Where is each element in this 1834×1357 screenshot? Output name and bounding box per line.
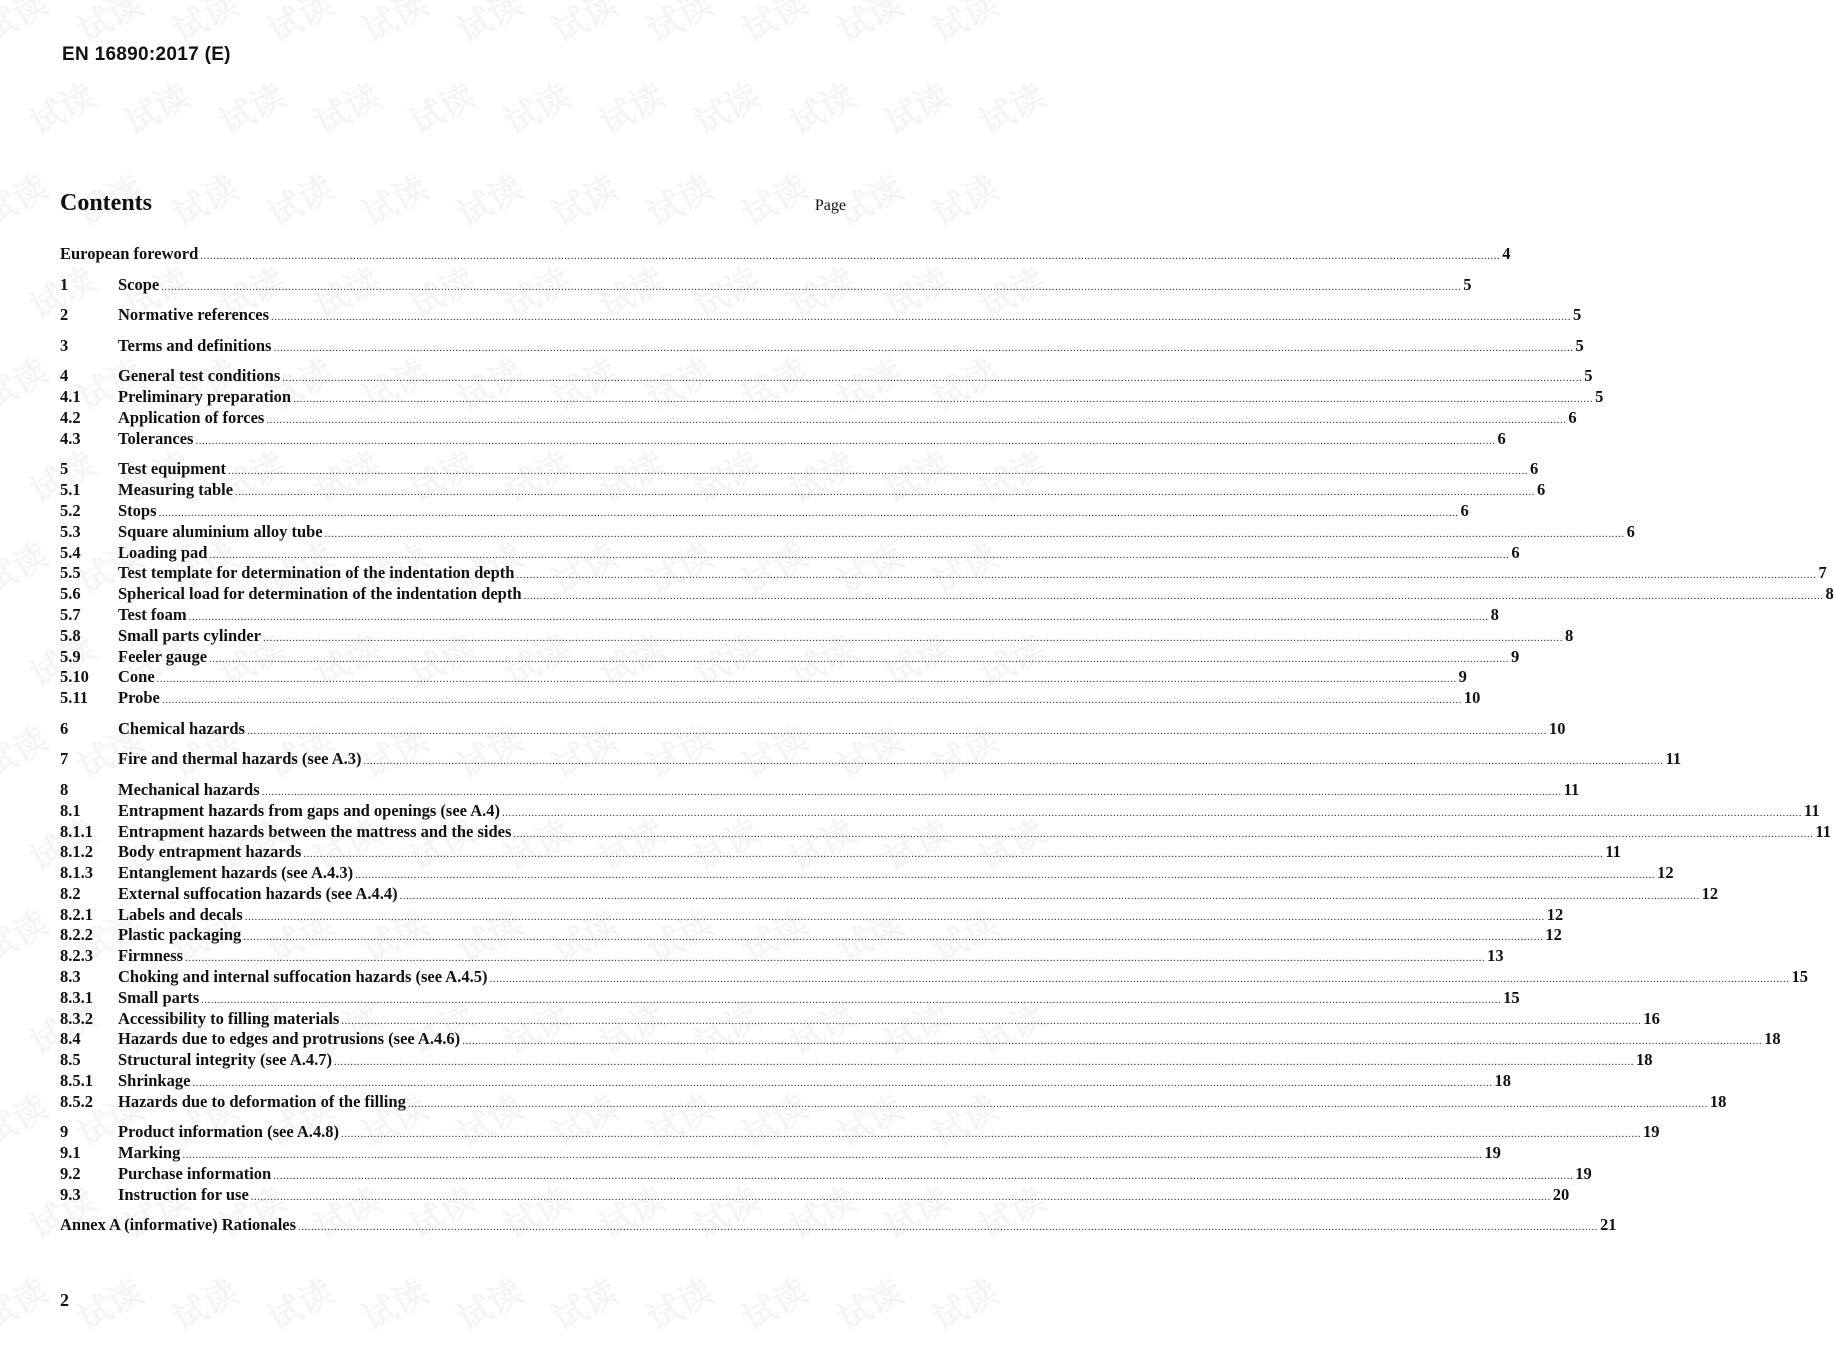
toc-entry[interactable] <box>60 480 1546 501</box>
toc-leader-dots: ................................................................................................................................................................................................................................................................................................................................................................................................................ <box>195 434 1496 447</box>
toc-entry-number: 5.9 <box>60 646 81 666</box>
toc-entry-number: 8.1.3 <box>60 863 93 883</box>
toc-leader-dots: ................................................................................................................................................................................................................................................................................................................................................................................................................ <box>513 827 1814 840</box>
toc-entry[interactable] <box>60 667 1467 688</box>
toc-entry-title: Preliminary preparation <box>118 387 292 407</box>
toc-entry[interactable] <box>60 718 1566 740</box>
toc-entry-page: 5 <box>1463 274 1472 294</box>
toc-entry-page: 7 <box>1818 563 1827 583</box>
toc-entry-page: 5 <box>1575 335 1584 355</box>
toc-leader-dots: ................................................................................................................................................................................................................................................................................................................................................................................................................ <box>273 1170 1574 1183</box>
watermark-text <box>257 1265 340 1340</box>
toc-entry-title: Normative references <box>118 305 270 325</box>
toc-entry-page: 10 <box>1548 718 1566 738</box>
table-of-contents <box>60 244 1834 1246</box>
toc-leader-dots: ................................................................................................................................................................................................................................................................................................................................................................................................................ <box>201 993 1502 1006</box>
toc-entry-title: Small parts cylinder <box>118 625 261 645</box>
toc-entry[interactable] <box>60 244 1511 265</box>
toc-leader-dots: ................................................................................................................................................................................................................................................................................................................................................................................................................ <box>363 755 1664 768</box>
watermark-text <box>67 1265 150 1340</box>
watermark-text <box>684 69 767 144</box>
watermark-text <box>732 0 815 52</box>
toc-entry[interactable] <box>60 1215 1617 1236</box>
toc-entry-page: 9 <box>1458 667 1467 687</box>
toc-entry-title: Hazards due to edges and protrusions (see A.4.6) <box>118 1029 461 1049</box>
toc-entry-page: 15 <box>1791 967 1808 987</box>
toc-entry-number: 5.3 <box>60 521 81 541</box>
toc-entry[interactable] <box>60 335 1584 357</box>
document-id: EN 16890:2017 (E) <box>62 44 231 65</box>
watermark-text <box>542 0 625 52</box>
toc-entry-page: 11 <box>1563 779 1580 799</box>
watermark-text <box>922 1265 1005 1340</box>
toc-entry-number: 9 <box>60 1122 69 1142</box>
watermark-text <box>732 1265 815 1340</box>
toc-entry-title: Square aluminium alloy tube <box>118 521 323 541</box>
toc-entry-title: Body entrapment hazards <box>118 842 302 862</box>
watermark-text <box>447 0 530 52</box>
toc-entry[interactable] <box>60 1184 1570 1206</box>
toc-leader-dots: ................................................................................................................................................................................................................................................................................................................................................................................................................ <box>282 372 1583 385</box>
toc-entry-page: 12 <box>1657 863 1674 883</box>
toc-entry-number: 8.2 <box>60 883 81 903</box>
toc-entry-page: 12 <box>1701 883 1719 903</box>
toc-entry[interactable] <box>60 1122 1660 1143</box>
toc-leader-dots: ................................................................................................................................................................................................................................................................................................................................................................................................................ <box>341 1014 1642 1027</box>
watermark-text <box>0 1265 56 1340</box>
toc-leader-dots: ................................................................................................................................................................................................................................................................................................................................................................................................................ <box>273 341 1574 354</box>
toc-entry[interactable] <box>60 1143 1501 1164</box>
watermark-text <box>19 69 102 144</box>
toc-leader-dots: ................................................................................................................................................................................................................................................................................................................................................................................................................ <box>407 1097 1708 1110</box>
toc-entry[interactable] <box>60 688 1481 709</box>
toc-entry-title: Chemical hazards <box>118 718 245 738</box>
toc-leader-dots: ................................................................................................................................................................................................................................................................................................................................................................................................................ <box>200 250 1501 262</box>
toc-entry-title: Loading pad <box>118 542 208 562</box>
toc-entry-page: 6 <box>1497 428 1506 448</box>
toc-entry-title: Feeler gauge <box>118 646 208 666</box>
toc-entry[interactable] <box>60 883 1719 905</box>
toc-leader-dots: ................................................................................................................................................................................................................................................................................................................................................................................................................ <box>182 1149 1483 1162</box>
toc-entry[interactable] <box>60 863 1674 884</box>
toc-entry-title: Test foam <box>118 604 187 624</box>
watermark-text <box>827 0 910 52</box>
toc-entry-number: 2 <box>60 305 69 325</box>
toc-entry-title: Tolerances <box>118 428 194 448</box>
toc-entry-number: 8.1.2 <box>60 842 93 862</box>
toc-leader-dots: ................................................................................................................................................................................................................................................................................................................................................................................................................ <box>399 889 1700 902</box>
toc-entry[interactable] <box>60 625 1574 647</box>
toc-entry[interactable] <box>60 779 1580 801</box>
toc-entry[interactable] <box>60 800 1820 822</box>
toc-leader-dots: ................................................................................................................................................................................................................................................................................................................................................................................................................ <box>185 952 1486 965</box>
toc-entry[interactable] <box>60 1071 1511 1092</box>
toc-entry-title: Accessibility to filling materials <box>118 1008 340 1028</box>
toc-entry-number: 9.1 <box>60 1143 81 1163</box>
toc-entry-title: Mechanical hazards <box>118 779 260 799</box>
toc-entry-page: 9 <box>1511 646 1520 666</box>
toc-leader-dots: ................................................................................................................................................................................................................................................................................................................................................................................................................ <box>523 590 1824 603</box>
toc-entry[interactable] <box>60 1164 1592 1185</box>
toc-entry[interactable] <box>60 604 1499 626</box>
toc-entry[interactable] <box>60 584 1834 605</box>
toc-leader-dots: ................................................................................................................................................................................................................................................................................................................................................................................................................ <box>298 1221 1599 1234</box>
toc-entry-number: 8.2.3 <box>60 946 93 966</box>
toc-entry-title: Entanglement hazards (see A.4.3) <box>118 863 354 883</box>
watermark-text <box>0 345 56 420</box>
toc-entry-page: 13 <box>1487 946 1504 966</box>
toc-entry-number: 4.1 <box>60 387 81 407</box>
toc-leader-dots: ................................................................................................................................................................................................................................................................................................................................................................................................................ <box>271 311 1572 324</box>
toc-group <box>60 366 1604 449</box>
toc-entry-number: 5.5 <box>60 563 81 583</box>
watermark-text <box>637 0 720 52</box>
toc-entry-title: Application of forces <box>118 407 265 427</box>
toc-leader-dots: ................................................................................................................................................................................................................................................................................................................................................................................................................ <box>246 724 1547 737</box>
toc-entry-title: Structural integrity (see A.4.7) <box>118 1050 332 1070</box>
toc-leader-dots: ................................................................................................................................................................................................................................................................................................................................................................................................................ <box>235 486 1536 499</box>
toc-entry-title: Scope <box>118 274 160 294</box>
toc-leader-dots: ................................................................................................................................................................................................................................................................................................................................................................................................................ <box>161 280 1462 293</box>
toc-entry-title: Marking <box>118 1143 181 1163</box>
toc-entry-page: 10 <box>1463 688 1481 708</box>
toc-entry[interactable] <box>60 305 1582 326</box>
watermark-text <box>969 69 1052 144</box>
toc-entry-number: 6 <box>60 718 69 738</box>
toc-entry-title: Test template for determination of the indentation depth <box>118 563 515 583</box>
toc-entry-page: 8 <box>1490 604 1499 624</box>
toc-leader-dots: ................................................................................................................................................................................................................................................................................................................................................................................................................ <box>334 1056 1634 1069</box>
watermark-text <box>0 0 56 52</box>
toc-leader-dots: ................................................................................................................................................................................................................................................................................................................................................................................................................ <box>501 806 1802 819</box>
toc-entry-title: Entrapment hazards between the mattress and the sides <box>118 821 512 841</box>
toc-entry-number: 5.7 <box>60 604 81 624</box>
toc-group <box>60 779 1831 1113</box>
watermark-text <box>589 69 672 144</box>
toc-entry[interactable] <box>60 1050 1653 1071</box>
toc-entry-title: Hazards due to deformation of the filling <box>118 1091 406 1111</box>
toc-group <box>60 274 1472 296</box>
toc-entry[interactable] <box>60 542 1520 564</box>
toc-entry[interactable] <box>60 904 1564 926</box>
toc-entry-title: Cone <box>118 667 155 687</box>
toc-entry-page: 19 <box>1643 1122 1660 1142</box>
toc-entry-page: 20 <box>1552 1184 1570 1204</box>
toc-entry-title: External suffocation hazards (see A.4.4) <box>118 883 398 903</box>
toc-entry-title: Measuring table <box>118 480 234 500</box>
toc-entry-number: 8.3.2 <box>60 1008 93 1028</box>
toc-group <box>60 244 1511 265</box>
toc-entry-page: 19 <box>1484 1143 1501 1163</box>
toc-entry-number: 8.5 <box>60 1050 81 1070</box>
toc-entry-number: 8.2.2 <box>60 925 93 945</box>
watermark-text <box>447 1265 530 1340</box>
toc-entry-page: 18 <box>1764 1029 1781 1049</box>
toc-leader-dots: ................................................................................................................................................................................................................................................................................................................................................................................................................ <box>261 785 1562 798</box>
toc-entry[interactable] <box>60 459 1539 480</box>
toc-leader-dots: ................................................................................................................................................................................................................................................................................................................................................................................................................ <box>293 393 1594 406</box>
toc-entry-number: 8.5.2 <box>60 1091 93 1111</box>
toc-entry-number: 5.8 <box>60 625 81 645</box>
toc-leader-dots: ................................................................................................................................................................................................................................................................................................................................................................................................................ <box>228 465 1529 478</box>
toc-leader-dots: ................................................................................................................................................................................................................................................................................................................................................................................................................ <box>263 631 1563 644</box>
toc-entry-title: Instruction for use <box>118 1184 249 1204</box>
toc-entry[interactable] <box>60 987 1520 1009</box>
toc-leader-dots: ................................................................................................................................................................................................................................................................................................................................................................................................................ <box>209 652 1510 665</box>
toc-entry-page: 6 <box>1626 521 1635 541</box>
toc-entry[interactable] <box>60 1029 1781 1050</box>
page-column-label: Page <box>814 197 846 214</box>
toc-entry-page: 16 <box>1643 1008 1660 1028</box>
toc-leader-dots: ................................................................................................................................................................................................................................................................................................................................................................................................................ <box>209 548 1510 561</box>
toc-group <box>60 305 1582 326</box>
toc-group <box>60 1215 1617 1236</box>
toc-leader-dots: ................................................................................................................................................................................................................................................................................................................................................................................................................ <box>266 413 1567 426</box>
watermark-text <box>0 897 56 972</box>
page-number: 2 <box>60 1290 69 1310</box>
toc-entry-page: 12 <box>1546 904 1564 924</box>
toc-entry-page: 18 <box>1709 1091 1727 1111</box>
toc-entry[interactable] <box>60 428 1506 450</box>
toc-entry-page: 4 <box>1502 244 1511 263</box>
toc-entry-number: 5.4 <box>60 542 81 562</box>
toc-entry[interactable] <box>60 749 1682 770</box>
contents-title: Contents <box>60 190 153 216</box>
toc-group <box>60 335 1584 357</box>
toc-entry[interactable] <box>60 387 1604 408</box>
toc-entry-title: European foreword <box>60 244 199 263</box>
toc-entry-title: Entrapment hazards from gaps and openings (see A.4) <box>118 800 500 820</box>
toc-entry-number: 8.2.1 <box>60 904 93 924</box>
toc-entry-number: 4.2 <box>60 407 81 427</box>
toc-leader-dots: ................................................................................................................................................................................................................................................................................................................................................................................................................ <box>250 1190 1551 1203</box>
toc-leader-dots: ................................................................................................................................................................................................................................................................................................................................................................................................................ <box>243 931 1544 944</box>
toc-entry-number: 8.1 <box>60 800 81 820</box>
toc-entry[interactable] <box>60 967 1808 988</box>
toc-entry-number: 9.2 <box>60 1164 81 1184</box>
toc-entry-page: 5 <box>1584 366 1593 386</box>
toc-entry-page: 6 <box>1568 407 1577 427</box>
toc-entry-title: Annex A (informative) Rationales <box>60 1215 297 1235</box>
toc-entry-number: 5.6 <box>60 584 81 604</box>
watermark-text <box>0 713 56 788</box>
toc-entry-page: 11 <box>1815 821 1831 841</box>
toc-entry-number: 1 <box>60 274 69 294</box>
watermark-text <box>922 161 1005 236</box>
toc-leader-dots: ................................................................................................................................................................................................................................................................................................................................................................................................................ <box>462 1035 1763 1048</box>
toc-entry[interactable] <box>60 366 1593 387</box>
toc-entry-page: 8 <box>1825 584 1834 604</box>
toc-entry-number: 5.11 <box>60 688 88 708</box>
toc-entry-number: 5.10 <box>60 667 89 687</box>
toc-entry-number: 3 <box>60 335 69 355</box>
toc-entry-page: 6 <box>1460 500 1469 520</box>
watermark-text <box>162 1265 245 1340</box>
toc-leader-dots: ................................................................................................................................................................................................................................................................................................................................................................................................................ <box>341 1128 1642 1141</box>
watermark-text <box>779 69 862 144</box>
toc-entry-number: 8.3 <box>60 967 81 987</box>
toc-entry[interactable] <box>60 821 1831 843</box>
toc-entry[interactable] <box>60 1091 1727 1113</box>
toc-entry-title: Fire and thermal hazards (see A.3) <box>118 749 362 769</box>
toc-entry-title: Test equipment <box>118 459 227 479</box>
toc-entry-number: 9.3 <box>60 1184 81 1204</box>
toc-group <box>60 749 1682 770</box>
toc-entry-page: 6 <box>1537 480 1546 500</box>
toc-entry-number: 8.5.1 <box>60 1071 93 1091</box>
watermark-text <box>0 529 56 604</box>
toc-leader-dots: ................................................................................................................................................................................................................................................................................................................................................................................................................ <box>324 527 1625 540</box>
toc-entry[interactable] <box>60 1008 1660 1030</box>
watermark-text <box>399 69 482 144</box>
toc-leader-dots: ................................................................................................................................................................................................................................................................................................................................................................................................................ <box>161 694 1462 707</box>
toc-entry-number: 5 <box>60 459 69 479</box>
toc-entry-page: 18 <box>1494 1071 1511 1091</box>
contents-heading-row <box>60 190 846 217</box>
toc-entry-number: 8.1.1 <box>60 821 93 841</box>
toc-leader-dots: ................................................................................................................................................................................................................................................................................................................................................................................................................ <box>158 506 1459 519</box>
watermark-text <box>874 69 957 144</box>
toc-group <box>60 718 1566 740</box>
toc-group <box>60 459 1834 709</box>
toc-entry[interactable] <box>60 500 1469 522</box>
toc-entry-title: Plastic packaging <box>118 925 242 945</box>
toc-entry-page: 21 <box>1600 1215 1617 1235</box>
toc-entry-page: 12 <box>1545 925 1562 945</box>
watermark-text <box>827 1265 910 1340</box>
toc-entry-number: 5.2 <box>60 500 81 520</box>
toc-leader-dots: ................................................................................................................................................................................................................................................................................................................................................................................................................ <box>516 569 1817 582</box>
watermark-text <box>304 69 387 144</box>
toc-leader-dots: ................................................................................................................................................................................................................................................................................................................................................................................................................ <box>244 910 1545 923</box>
toc-entry[interactable] <box>60 925 1562 946</box>
toc-entry-title: Purchase information <box>118 1164 272 1184</box>
toc-leader-dots: ................................................................................................................................................................................................................................................................................................................................................................................................................ <box>188 610 1489 623</box>
watermark-text <box>494 69 577 144</box>
watermark-text <box>542 1265 625 1340</box>
toc-entry[interactable] <box>60 563 1827 584</box>
toc-entry-title: Small parts <box>118 987 200 1007</box>
watermark-text <box>257 0 340 52</box>
toc-entry-title: Terms and definitions <box>118 335 272 355</box>
toc-entry-page: 11 <box>1605 842 1621 862</box>
toc-entry-page: 15 <box>1503 987 1520 1007</box>
toc-entry[interactable] <box>60 646 1520 668</box>
toc-entry-number: 4 <box>60 366 69 386</box>
toc-entry-title: General test conditions <box>118 366 281 386</box>
watermark-text <box>637 1265 720 1340</box>
toc-entry-page: 5 <box>1595 387 1604 407</box>
toc-entry-title: Spherical load for determination of the indentation depth <box>118 584 522 604</box>
watermark-text <box>0 161 56 236</box>
toc-entry-title: Shrinkage <box>118 1071 191 1091</box>
toc-entry-number: 5.1 <box>60 480 81 500</box>
toc-entry-page: 19 <box>1575 1164 1592 1184</box>
toc-leader-dots: ................................................................................................................................................................................................................................................................................................................................................................................................................ <box>156 673 1457 686</box>
watermark-text <box>922 0 1005 52</box>
toc-entry-number: 8.3.1 <box>60 987 93 1007</box>
toc-leader-dots: ................................................................................................................................................................................................................................................................................................................................................................................................................ <box>192 1077 1493 1090</box>
toc-leader-dots: ................................................................................................................................................................................................................................................................................................................................................................................................................ <box>355 869 1656 882</box>
toc-entry-page: 8 <box>1565 625 1574 645</box>
watermark-text <box>209 69 292 144</box>
toc-entry-page: 5 <box>1573 305 1582 325</box>
toc-entry-page: 11 <box>1665 749 1682 769</box>
toc-leader-dots: ................................................................................................................................................................................................................................................................................................................................................................................................................ <box>489 973 1790 986</box>
toc-group <box>60 1122 1660 1205</box>
toc-entry-page: 6 <box>1511 542 1520 562</box>
toc-entry[interactable] <box>60 946 1504 967</box>
watermark-text <box>0 1081 56 1156</box>
toc-entry-number: 8 <box>60 779 69 799</box>
toc-entry-number: 7 <box>60 749 69 769</box>
toc-entry-title: Labels and decals <box>118 904 243 924</box>
toc-leader-dots: ................................................................................................................................................................................................................................................................................................................................................................................................................ <box>303 848 1604 861</box>
toc-entry[interactable] <box>60 521 1635 543</box>
toc-entry[interactable] <box>60 842 1621 863</box>
toc-entry[interactable] <box>60 407 1577 429</box>
toc-entry-number: 4.3 <box>60 428 81 448</box>
toc-entry-title: Product information (see A.4.8) <box>118 1122 340 1142</box>
toc-entry-title: Probe <box>118 688 160 708</box>
toc-entry-title: Choking and internal suffocation hazards (see A.4.5) <box>118 967 488 987</box>
toc-entry-page: 6 <box>1530 459 1539 479</box>
watermark-text <box>114 69 197 144</box>
watermark-text <box>352 1265 435 1340</box>
toc-entry-page: 18 <box>1636 1050 1653 1070</box>
toc-entry-page: 11 <box>1803 800 1820 820</box>
toc-entry-number: 8.4 <box>60 1029 81 1049</box>
toc-entry-title: Firmness <box>118 946 184 966</box>
watermark-text <box>352 0 435 52</box>
toc-entry-title: Stops <box>118 500 157 520</box>
toc-entry[interactable] <box>60 274 1472 296</box>
